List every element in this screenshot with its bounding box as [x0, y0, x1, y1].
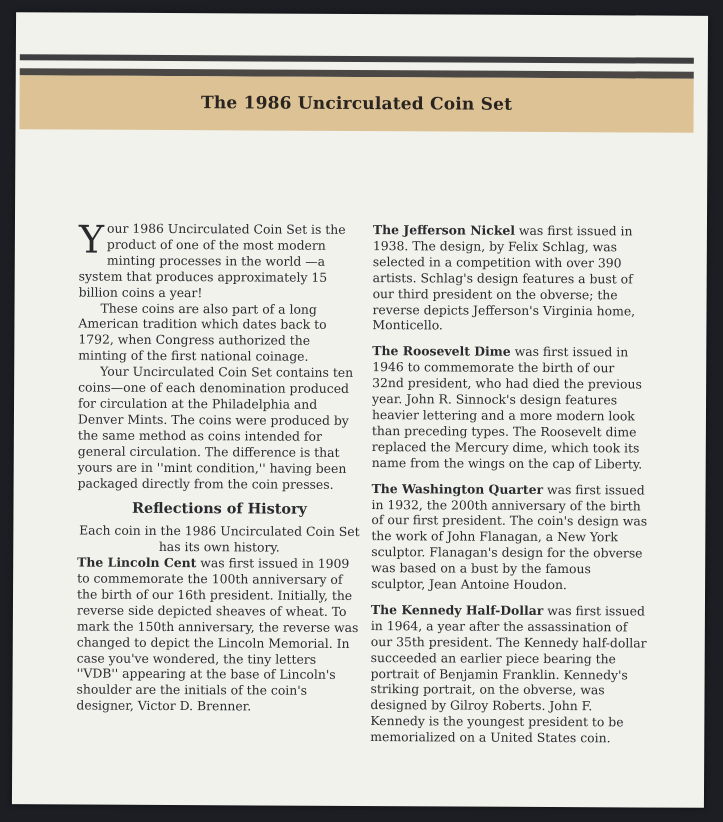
intro-paragraph: Your 1986 Uncirculated Coin Set is the product of one of the most modern minting processes in the world —a system that produces approximately 15 billion coins a year! — [78, 217, 346, 300]
right-column — [370, 222, 649, 757]
section-kennedy-half-dollar: The Kennedy Half-Dollar was first issued in 1964, a year after the assassination of our 35th president. The Kennedy half-dollar succeeded an earlier piece bearing the portrait of Benjamin Franklin. Kennedy's striking portrait, on the obverse, was designed by Gilroy Roberts. John F. Kennedy is the youngest president to be memorialized on a United States coin. — [370, 601, 647, 746]
top-rule — [20, 54, 694, 64]
left-column — [76, 217, 363, 726]
section-title: The Washington Quarter — [371, 480, 544, 497]
history-heading: Reflections of History — [131, 500, 307, 519]
section-title: The Kennedy Half-Dollar — [370, 601, 544, 618]
history-note: Each coin in the 1986 Uncirculated Coin Set has its own history. — [79, 522, 360, 555]
section-jefferson-nickel: The Jefferson Nickel was first issued in 1938. The design, by Felix Schlag, was selected in a competition with over 390 artists. Schlag's design features a bust of our third president on the obverse; the reverse depicts Jefferson's Virginia home, Monticello. — [372, 222, 636, 333]
section-title: The Lincoln Cent — [77, 554, 197, 571]
intro-paragraph-3: Your Uncirculated Coin Set contains ten coins—one of each denomination produced for circulation at the Philadelphia and Denver Mints. The coins were produced by the same method as coins intended for general circulation. The difference is that yours are in ''mint condition,'' having been packaged directly from the coin presses. — [77, 363, 354, 492]
section-washington-quarter: The Washington Quarter was first issued in 1932, the 200th anniversary of the birth of our first president. The coin's design was the work of John Flanagan, a New York sculptor. Flanagan's design for the obverse was based on a bust by the famous sculptor, Jean Antoine Houdon. — [371, 480, 648, 593]
leaflet-page — [12, 12, 708, 808]
section-title: The Jefferson Nickel — [372, 222, 516, 238]
title-banner — [19, 75, 693, 133]
section-title: The Roosevelt Dime — [372, 343, 511, 360]
intro-paragraph-2: These coins are also part of a long American tradition which dates back to 1792, when Congress authorized the minting of the first national coinage. — [78, 300, 327, 364]
section-roosevelt-dime: The Roosevelt Dime was first issued in 1946 to commemorate the birth of our 32nd president, who had died the previous year. John R. Sinnock's design features heavier lettering and a more modern look than preceding types. The Roosevelt dime replaced the Mercury dime, which took its name from the wings on the cap of Liberty. — [371, 343, 643, 472]
drop-cap: Y — [78, 217, 105, 262]
page-title: The 1986 Uncirculated Coin Set — [200, 93, 513, 115]
section-lincoln-cent: The Lincoln Cent was first issued in 1909 to commemorate the 100th anniversary of the birth of our 16th president. Initially, the reverse side depicted sheaves of wheat. To mark the 150th anniversary, the reverse was changed to depict the Lincoln Memorial. In case you've wondered, the tiny letters ''VDB'' appearing at the base of Lincoln's shoulder are the initials of the coin's designer, Victor D. Brenner. — [76, 554, 359, 714]
